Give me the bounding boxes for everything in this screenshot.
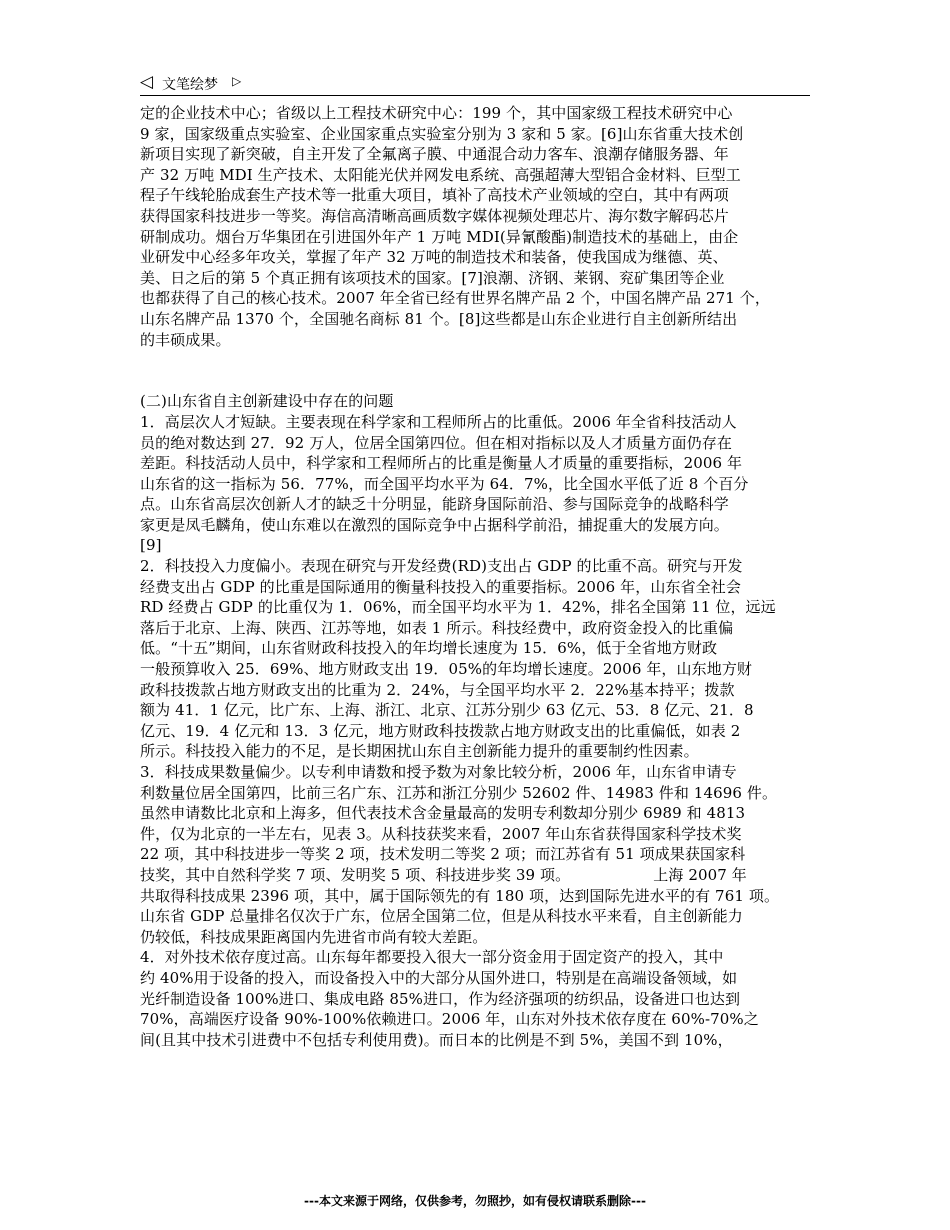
text-line: 员的绝对数达到 27．92 万人，位居全国第四位。但在相对指标以及人才质量方面仍存在 [140, 433, 732, 452]
text-line: 额为 41．1 亿元，比广东、上海、浙江、北京、江苏分别少 63 亿元、53．8 亿元、21．8 [140, 701, 754, 720]
triangle-left-icon: ◁ [140, 72, 154, 92]
text-line: 9 家，国家级重点实验室、企业国家重点实验室分别为 3 家和 5 家。[6]山东省重大技术创 [140, 124, 744, 143]
text-line: 落后于北京、上海、陕西、江苏等地，如表 1 所示。科技经费中，政府资金投入的比重偏 [140, 618, 734, 637]
text-line: 低。“十五”期间，山东省财政科技投入的年均增长速度为 15．6%，低于全省地方财政 [140, 639, 718, 658]
triangle-right-icon: ▷ [232, 74, 242, 88]
text-line: 山东省 GDP 总量排名仅次于广东，位居全国第二位，但是从科技水平来看，自主创新能力 [140, 907, 743, 926]
text-line: 技奖，其中自然科学奖 7 项、发明奖 5 项、科技进步奖 39 项。 上海 2007 年 [140, 865, 747, 884]
text-line: 政科技拨款占地方财政支出的比重为 2．24%，与全国平均水平 2．22%基本持平；拨款 [140, 680, 735, 699]
text-line: 一般预算收入 25．69%、地方财政支出 19．05%的年均增长速度。2006 年，山东地方财 [140, 660, 753, 679]
text-line: 产 32 万吨 MDI 生产技术、太阳能光伏并网发电系统、高强超薄大型铝合金材料、巨型工 [140, 165, 741, 184]
text-line: RD 经费占 GDP 的比重仅为 1．06%，而全国平均水平为 1．42%，排名全国第 11 位，远远 [140, 598, 776, 617]
text-line: 所示。科技投入能力的不足，是长期困扰山东自主创新能力提升的重要制约性因素。 [140, 742, 699, 761]
text-line: 获得国家科技进步一等奖。海信高清晰高画质数字媒体视频处理芯片、海尔数字解码芯片 [140, 206, 729, 225]
text-line: 研制成功。烟台万华集团在引进国外年产 1 万吨 MDI(异氰酸酯)制造技术的基础上，由企 [140, 227, 739, 246]
text-line: 点。山东省高层次创新人才的缺乏十分明显，能跻身国际前沿、参与国际竞争的战略科学 [140, 495, 729, 514]
header-rule [140, 95, 810, 96]
header-brand: 文笔绘梦 [162, 77, 218, 93]
text-line: 仍较低，科技成果距离国内先进省市尚有较大差距。 [140, 927, 488, 946]
text-line: 也都获得了自己的核心技术。2007 年全省已经有世界名牌产品 2 个，中国名牌产品 271 个， [140, 289, 770, 308]
text-line: 虽然申请数比北京和上海多，但代表技术含金量最高的发明专利数却分别少 6989 和 4813 [140, 804, 746, 823]
paragraph-block-2 [140, 391, 826, 1050]
text-line: 美、日之后的第 5 个真正拥有该项技术的国家。[7]浪潮、济钢、莱钢、兖矿集团等企业 [140, 268, 725, 287]
text-line: 2．科技投入力度偏小。表现在研究与开发经费(RD)支出占 GDP 的比重不高。研究与开发 [140, 557, 743, 576]
text-line: 经费支出占 GDP 的比重是国际通用的衡量科技投入的重要指标。2006 年，山东省全社会 [140, 577, 741, 596]
text-line: 定的企业技术中心；省级以上工程技术研究中心：199 个，其中国家级工程技术研究中心 [140, 104, 733, 122]
text-line: 70%，高端医疗设备 90%-100%依赖进口。2006 年，山东对外技术依存度在 60%-70%之 [140, 1010, 759, 1029]
paragraph-gap [140, 350, 826, 371]
page-header [140, 70, 810, 96]
text-line: 利数量位居全国第四，比前三名广东、江苏和浙江分别少 52602 件、14983 件和 14696 件。 [140, 783, 778, 802]
text-line: 山东省的这一指标为 56．77%，而全国平均水平为 64．7%，比全国水平低了近 8 个百分 [140, 474, 749, 493]
text-line: 约 40%用于设备的投入，而设备投入中的大部分从国外进口，特别是在高端设备领域，如 [140, 968, 738, 987]
text-line: 亿元、19．4 亿元和 13．3 亿元，地方财政科技拨款占地方财政支出的比重偏低，如表 2 [140, 721, 741, 740]
text-line: 件，仅为北京的一半左右，见表 3。从科技获奖来看，2007 年山东省获得国家科学技术奖 [140, 824, 742, 843]
text-line: 1．高层次人才短缺。主要表现在科学家和工程师所占的比重低。2006 年全省科技活动人 [140, 412, 737, 431]
text-line: 差距。科技活动人员中，科学家和工程师所占的比重是衡量人才质量的重要指标，2006 年 [140, 454, 743, 473]
text-line: 程子午线轮胎成套生产技术等一批重大项目，填补了高技术产业领域的空白，其中有两项 [140, 186, 729, 205]
text-line: 山东名牌产品 1370 个，全国驰名商标 81 个。[8]这些都是山东企业进行自主创新所结出 [140, 309, 738, 328]
text-line: 间(且其中技术引进费中不包括专利使用费)。而日本的比例是不到 5%，美国不到 10%， [140, 1030, 733, 1049]
document-body [140, 103, 826, 1050]
section-heading: (二)山东省自主创新建设中存在的问题 [140, 392, 394, 411]
text-line: 4．对外技术依存度过高。山东每年都要投入很大一部分资金用于固定资产的投入，其中 [140, 948, 724, 967]
text-line: 新项目实现了新突破，自主开发了全氟离子膜、中通混合动力客车、浪潮存储服务器、年 [140, 145, 729, 164]
paragraph-gap [140, 371, 826, 392]
text-line: 的丰硕成果。 [140, 330, 231, 349]
paragraph-block-1 [140, 103, 826, 350]
text-line: 3．科技成果数量偏少。以专利申请数和授予数为对象比较分析，2006 年，山东省申请专 [140, 763, 737, 781]
page-footer-notice: ---本文来源于网络，仅供参考，勿照抄，如有侵权请联系删除--- [304, 1194, 646, 1208]
text-line: 共取得科技成果 2396 项，其中，属于国际领先的有 180 项，达到国际先进水平的有 761 项。 [140, 886, 780, 905]
text-line: 22 项，其中科技进步一等奖 2 项，技术发明二等奖 2 项；而江苏省有 51 项成果获国家科 [140, 845, 746, 864]
text-line: 光纤制造设备 100%进口、集成电路 85%进口，作为经济强项的纺织品，设备进口也达到 [140, 989, 741, 1008]
text-line: 业研发中心经多年攻关，掌握了年产 32 万吨的制造技术和装备，使我国成为继德、英、 [140, 248, 728, 267]
text-line: 家更是凤毛麟角，使山东难以在激烈的国际竞争中占据科学前沿，捕捉重大的发展方向。 [140, 515, 729, 534]
text-line: [9] [140, 536, 162, 555]
